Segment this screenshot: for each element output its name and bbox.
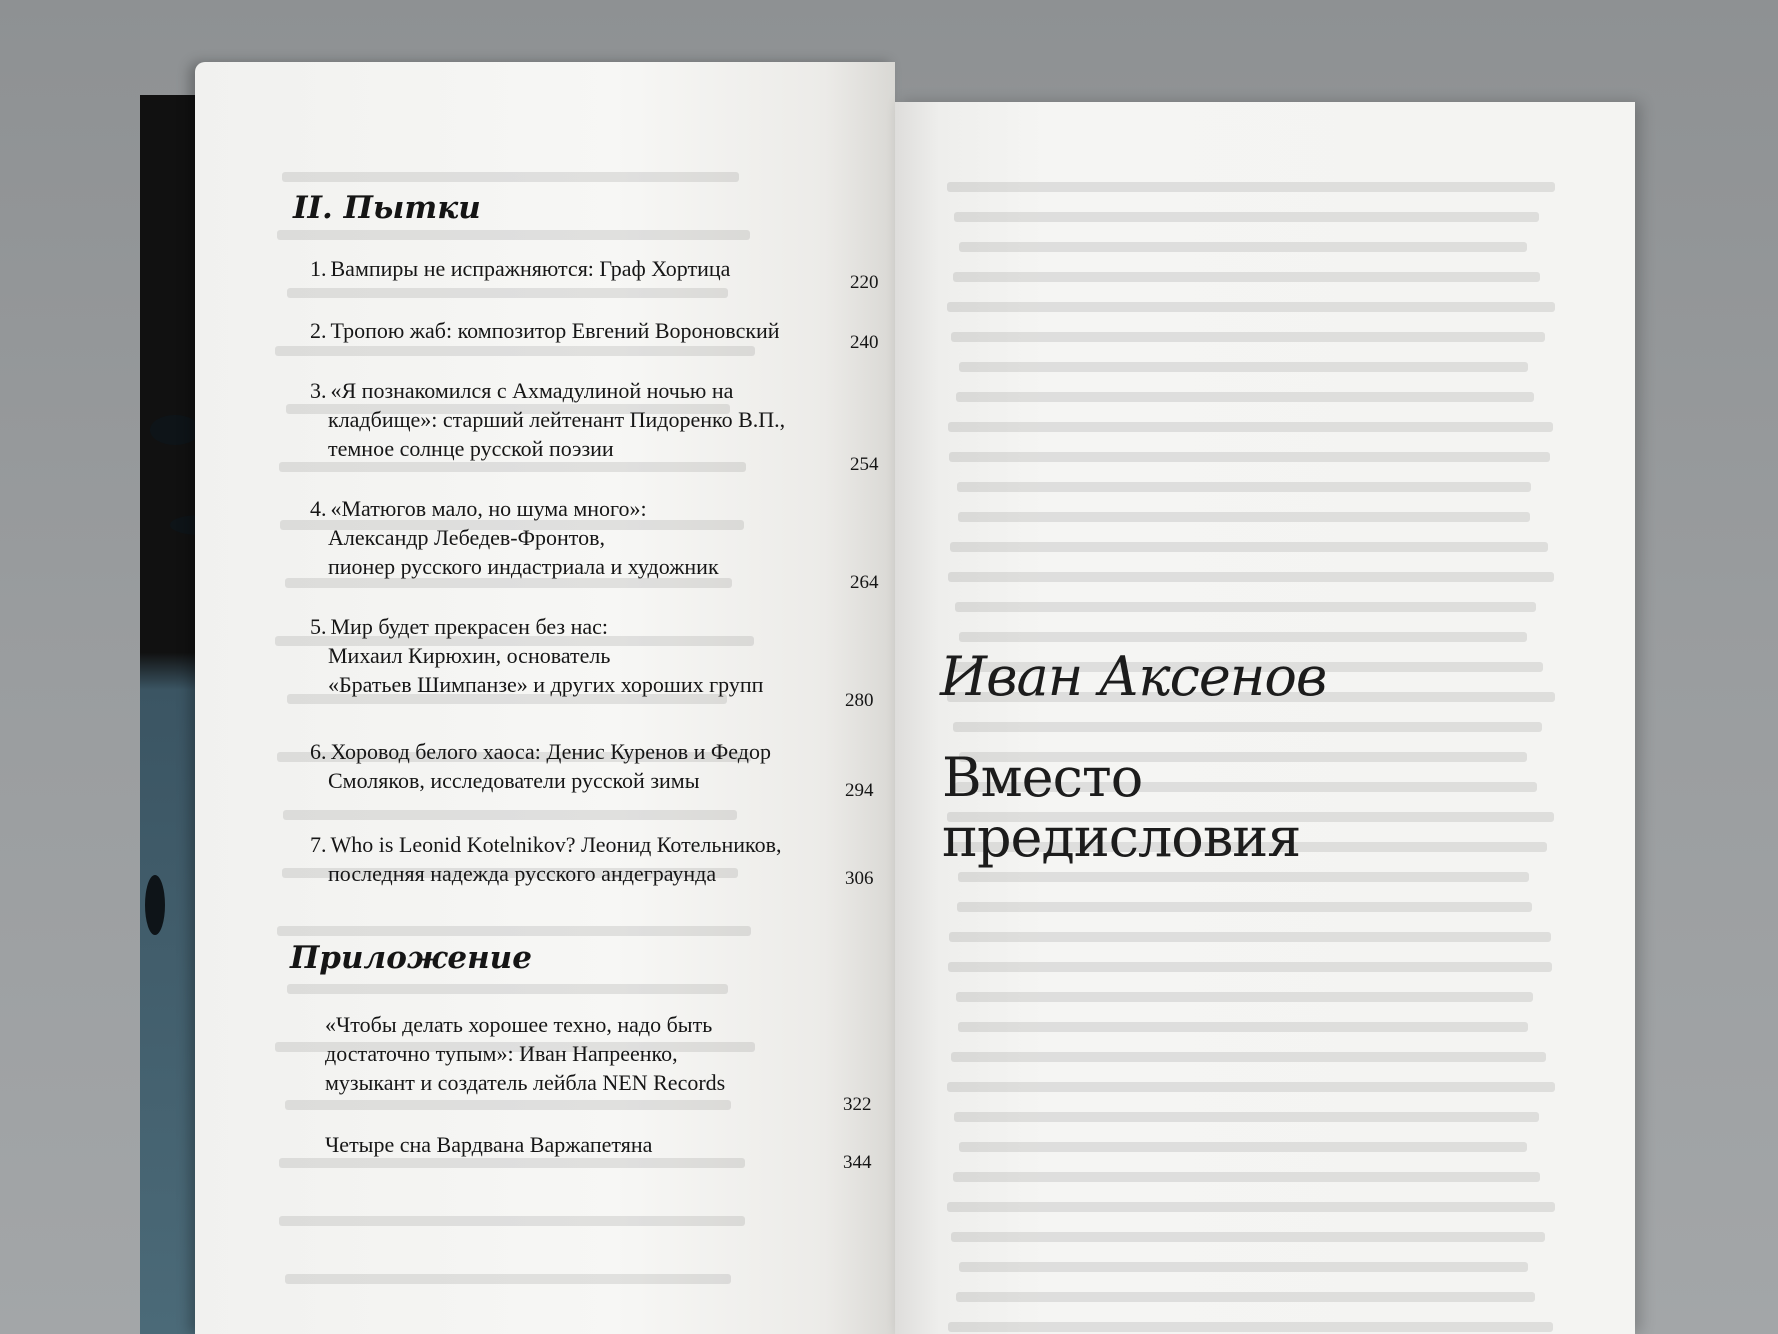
toc-entry-appendix-2 <box>325 1130 652 1159</box>
chapter-heading-line: предисловия <box>942 806 1301 869</box>
toc-entry-text: Четыре сна Вардвана Варжапетяна <box>325 1132 653 1157</box>
chapter-heading-line: Вместо <box>942 746 1143 809</box>
cover-branch-shape <box>150 415 200 445</box>
toc-entry-text: кладбище»: старший лейтенант Пидоренко В.П., <box>328 407 786 432</box>
show-through-line <box>954 1112 1539 1122</box>
show-through-line <box>956 1292 1535 1302</box>
toc-entry-number: 6. <box>310 739 327 764</box>
toc-entry-text: Михаил Кирюхин, основатель <box>328 643 611 668</box>
show-through-text <box>895 102 1635 1334</box>
toc-entry-text: «Матюгов мало, но шума много»: <box>330 496 647 521</box>
show-through-line <box>958 1022 1528 1032</box>
show-through-line <box>958 512 1530 522</box>
show-through-line <box>951 1052 1546 1062</box>
cover-branch-shape <box>145 875 165 935</box>
toc-entry-2 <box>310 316 780 345</box>
show-through-line <box>954 212 1539 222</box>
right-page <box>895 102 1635 1334</box>
toc-entry-number: 7. <box>310 832 327 857</box>
show-through-line <box>953 722 1542 732</box>
show-through-line <box>950 542 1549 552</box>
show-through-line <box>959 632 1528 642</box>
show-through-line <box>949 932 1551 942</box>
toc-entry-text: «Я познакомился с Ахмадулиной ночью на <box>330 378 734 403</box>
toc-entry-text: темное солнце русской поэзии <box>328 436 614 461</box>
toc-entry-text: пионер русского индастриала и художник <box>328 554 719 579</box>
toc-entry-5 <box>310 612 763 699</box>
toc-entry-4 <box>310 494 719 581</box>
show-through-line <box>275 346 755 356</box>
toc-entry-text: «Чтобы делать хорошее техно, надо быть <box>325 1012 713 1037</box>
toc-entry-text: Александр Лебедев-Фронтов, <box>328 525 605 550</box>
show-through-line <box>287 288 728 298</box>
toc-entry-number: 4. <box>310 496 327 521</box>
chapter-heading <box>942 748 1300 868</box>
show-through-line <box>285 1274 731 1284</box>
toc-entry-number: 5. <box>310 614 327 639</box>
show-through-line <box>951 332 1544 342</box>
author-name: Иван Аксенов <box>940 645 1327 708</box>
show-through-line <box>948 572 1554 582</box>
left-page <box>195 62 895 1334</box>
toc-entry-6 <box>310 737 771 795</box>
toc-page-number: 294 <box>845 780 874 801</box>
toc-entry-text: Who is Leonid Kotelnikov? Леонид Котельников, <box>330 832 782 857</box>
toc-entry-3 <box>310 376 785 463</box>
toc-page-number: 344 <box>843 1152 872 1173</box>
toc-entry-appendix-1 <box>325 1010 725 1097</box>
show-through-line <box>947 302 1555 312</box>
toc-entry-text: Мир будет прекрасен без нас: <box>330 614 608 639</box>
show-through-line <box>958 872 1529 882</box>
toc-page-number: 264 <box>850 572 879 593</box>
toc-page-number: 280 <box>845 690 874 711</box>
show-through-line <box>277 926 751 936</box>
toc-entry-text: Смоляков, исследователи русской зимы <box>328 768 700 793</box>
show-through-line <box>951 1232 1544 1242</box>
show-through-line <box>947 1082 1554 1092</box>
show-through-line <box>956 992 1533 1002</box>
toc-entry-text: Тропою жаб: композитор Евгений Вороновский <box>330 318 780 343</box>
show-through-line <box>287 984 728 994</box>
section-title-appendix: Приложение <box>290 940 532 976</box>
toc-entry-text: музыкант и создатель лейбла NEN Records <box>325 1070 726 1095</box>
show-through-line <box>279 1216 744 1226</box>
show-through-line <box>953 272 1540 282</box>
show-through-line <box>959 1142 1527 1152</box>
section-title-torture: II. Пытки <box>293 190 481 226</box>
show-through-line <box>955 602 1536 612</box>
show-through-line <box>957 902 1532 912</box>
toc-page-number: 306 <box>845 868 874 889</box>
show-through-line <box>959 362 1528 372</box>
show-through-line <box>949 452 1550 462</box>
toc-page-number: 240 <box>850 332 879 353</box>
show-through-line <box>959 1262 1528 1272</box>
show-through-line <box>279 462 746 472</box>
toc-page-number: 220 <box>850 272 879 293</box>
toc-entry-text: последняя надежда русского андеграунда <box>328 861 717 886</box>
toc-entry-text: «Братьев Шимпанзе» и других хороших групп <box>328 672 764 697</box>
show-through-line <box>285 1100 731 1110</box>
toc-entry-number: 3. <box>310 378 327 403</box>
show-through-line <box>282 172 739 182</box>
show-through-line <box>279 1158 744 1168</box>
toc-entry-text: Вампиры не испражняются: Граф Хортица <box>330 256 731 281</box>
toc-entry-1 <box>310 254 730 283</box>
toc-entry-number: 1. <box>310 256 327 281</box>
toc-entry-text: достаточно тупым»: Иван Напреенко, <box>325 1041 678 1066</box>
toc-entry-7 <box>310 830 781 888</box>
show-through-line <box>953 1172 1540 1182</box>
show-through-line <box>948 422 1553 432</box>
show-through-line <box>959 242 1527 252</box>
show-through-line <box>947 1202 1555 1212</box>
show-through-line <box>957 482 1531 492</box>
toc-entry-number: 2. <box>310 318 327 343</box>
show-through-line <box>948 1322 1553 1332</box>
show-through-line <box>277 230 749 240</box>
show-through-line <box>947 182 1554 192</box>
toc-page-number: 254 <box>850 454 879 475</box>
toc-entry-text: Хоровод белого хаоса: Денис Куренов и Федор <box>330 739 771 764</box>
show-through-line <box>283 810 737 820</box>
show-through-line <box>956 392 1535 402</box>
show-through-line <box>948 962 1552 972</box>
toc-page-number: 322 <box>843 1094 872 1115</box>
